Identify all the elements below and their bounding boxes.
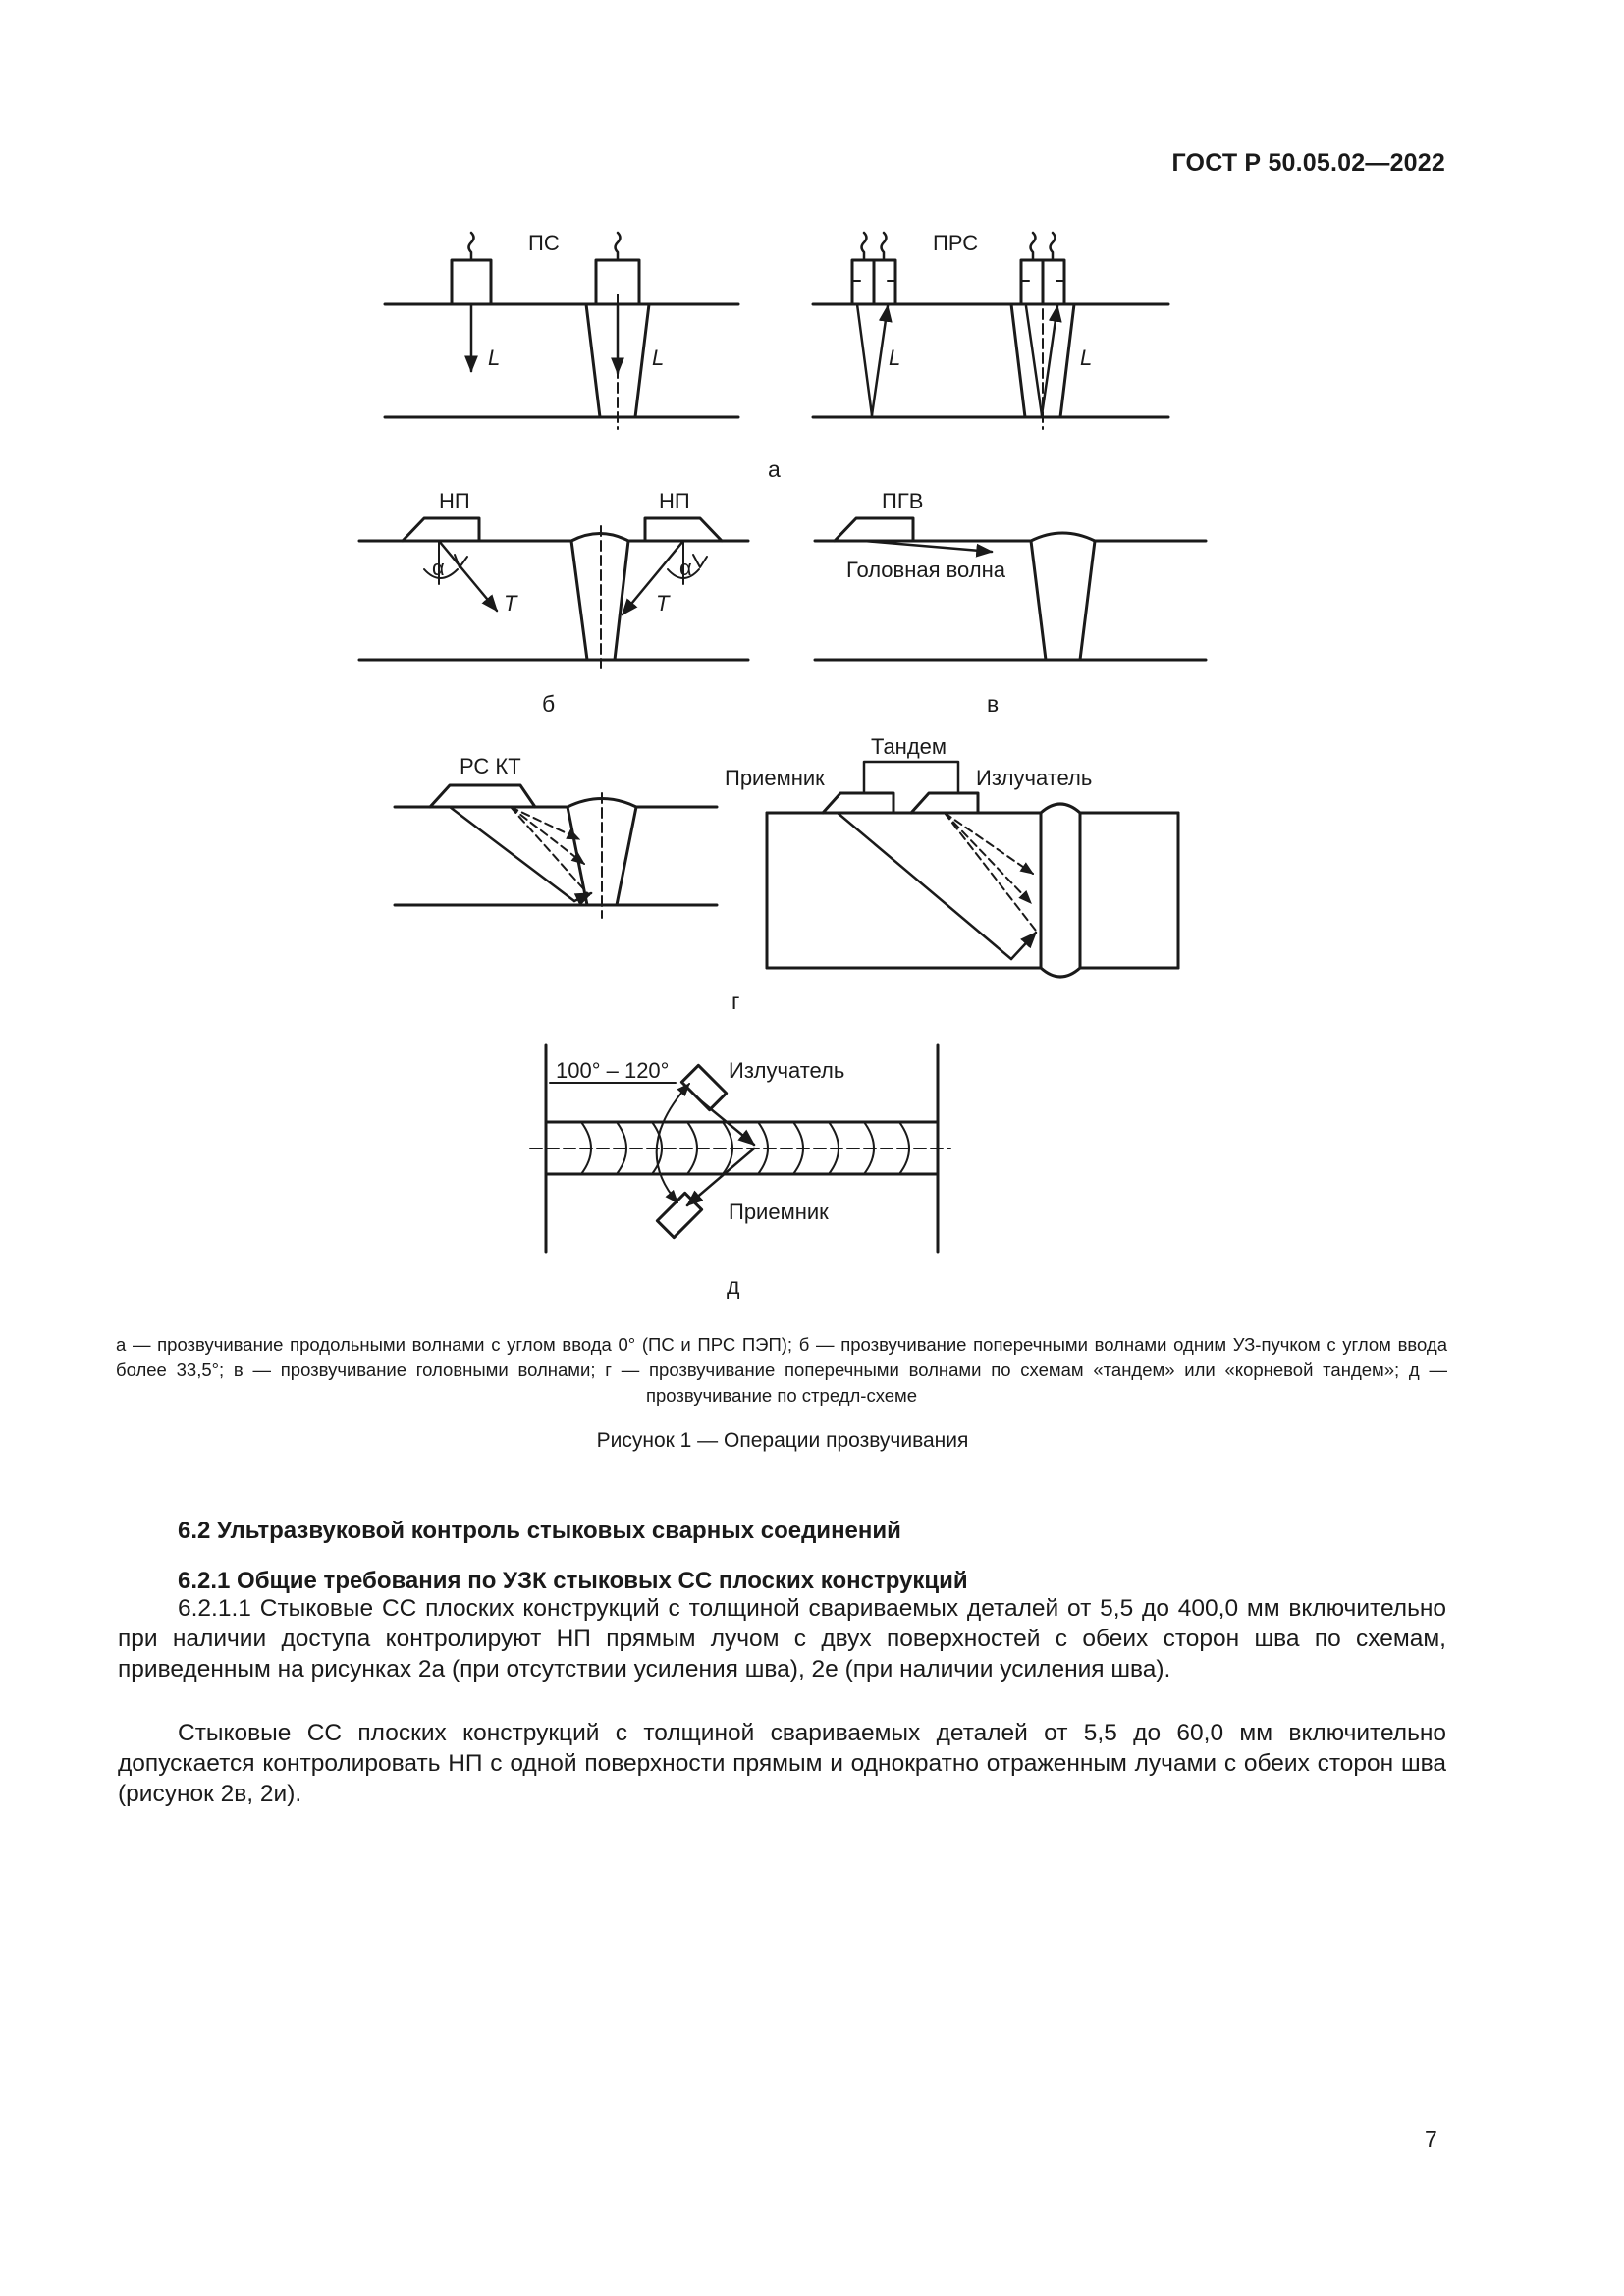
label-pgv: ПГВ — [882, 489, 924, 513]
panel-a-left — [385, 233, 738, 429]
paragraph-6-2-1-1: 6.2.1.1 Стыковые СС плоских конструкций с толщиной свариваемых деталей от 5,5 до 400,0 мм включительно при наличии доступа контролируют НП прямым лучом с двух поверхностей с обеих сторон шва по схемам, приведенным на рисунках 2а (при отсутствии усиления шва), 2е (при наличии усиления шва). — [118, 1595, 1446, 1682]
panel-g-right — [767, 762, 1178, 977]
label-ps: ПС — [528, 231, 560, 255]
sublabel-d: д — [727, 1273, 740, 1299]
label-L: L — [488, 346, 501, 370]
panel-b — [359, 518, 748, 672]
sublabel-g: г — [731, 988, 740, 1014]
label-tandem: Тандем — [871, 734, 947, 759]
label-L: L — [652, 346, 665, 370]
page-number: 7 — [1425, 2126, 1437, 2152]
section-heading-6-2-1: 6.2.1 Общие требования по УЗК стыковых СС плоских конструкций — [178, 1568, 968, 1594]
label-T: T — [656, 591, 670, 615]
section-heading-6-2: 6.2 Ультразвуковой контроль стыковых сварных соединений — [178, 1518, 901, 1544]
panel-a-right — [813, 233, 1168, 429]
sublabel-v: в — [987, 691, 1000, 717]
label-alpha: α — [679, 556, 692, 580]
sublabel-a: а — [768, 456, 781, 482]
label-receiver: Приемник — [729, 1200, 829, 1224]
document-code: ГОСТ Р 50.05.02—2022 — [1171, 149, 1445, 177]
label-prs: ПРС — [933, 231, 979, 255]
label-L: L — [889, 346, 901, 370]
label-alpha: α — [432, 556, 445, 580]
label-rs-kt: РС КТ — [460, 754, 521, 778]
panel-g-left — [395, 785, 717, 918]
panel-v — [815, 518, 1206, 660]
label-emitter: Излучатель — [976, 766, 1093, 790]
label-np: НП — [659, 489, 690, 513]
label-angle-range: 100° – 120° — [556, 1058, 670, 1083]
label-receiver: Приемник — [725, 766, 825, 790]
sublabel-b: б — [542, 691, 556, 717]
figure-caption: Рисунок 1 — Операции прозвучивания — [596, 1429, 969, 1452]
label-L: L — [1080, 346, 1093, 370]
paragraph-6-2-1-1-cont: Стыковые СС плоских конструкций с толщиной свариваемых деталей от 5,5 до 60,0 мм включительно допускается контролировать НП с одной поверхности прямым и однократно отраженным лучами с обеих сторон шва (рисунок 2в, 2и). — [118, 1720, 1446, 1807]
label-np: НП — [439, 489, 470, 513]
figure-legend: а — прозвучивание продольными волнами с углом ввода 0° (ПС и ПРС ПЭП); б — прозвучивание поперечными волнами одним УЗ-пучком с углом ввода более 33,5°; в — прозвучивание головными волнами; г — прозвучивание поперечными волнами по схемам «тандем» или «корневой тандем»; д — прозвучивание по стредл-схеме — [116, 1334, 1447, 1406]
label-T: T — [504, 591, 517, 615]
label-emitter: Излучатель — [729, 1058, 845, 1083]
label-head-wave: Головная волна — [846, 558, 1006, 582]
